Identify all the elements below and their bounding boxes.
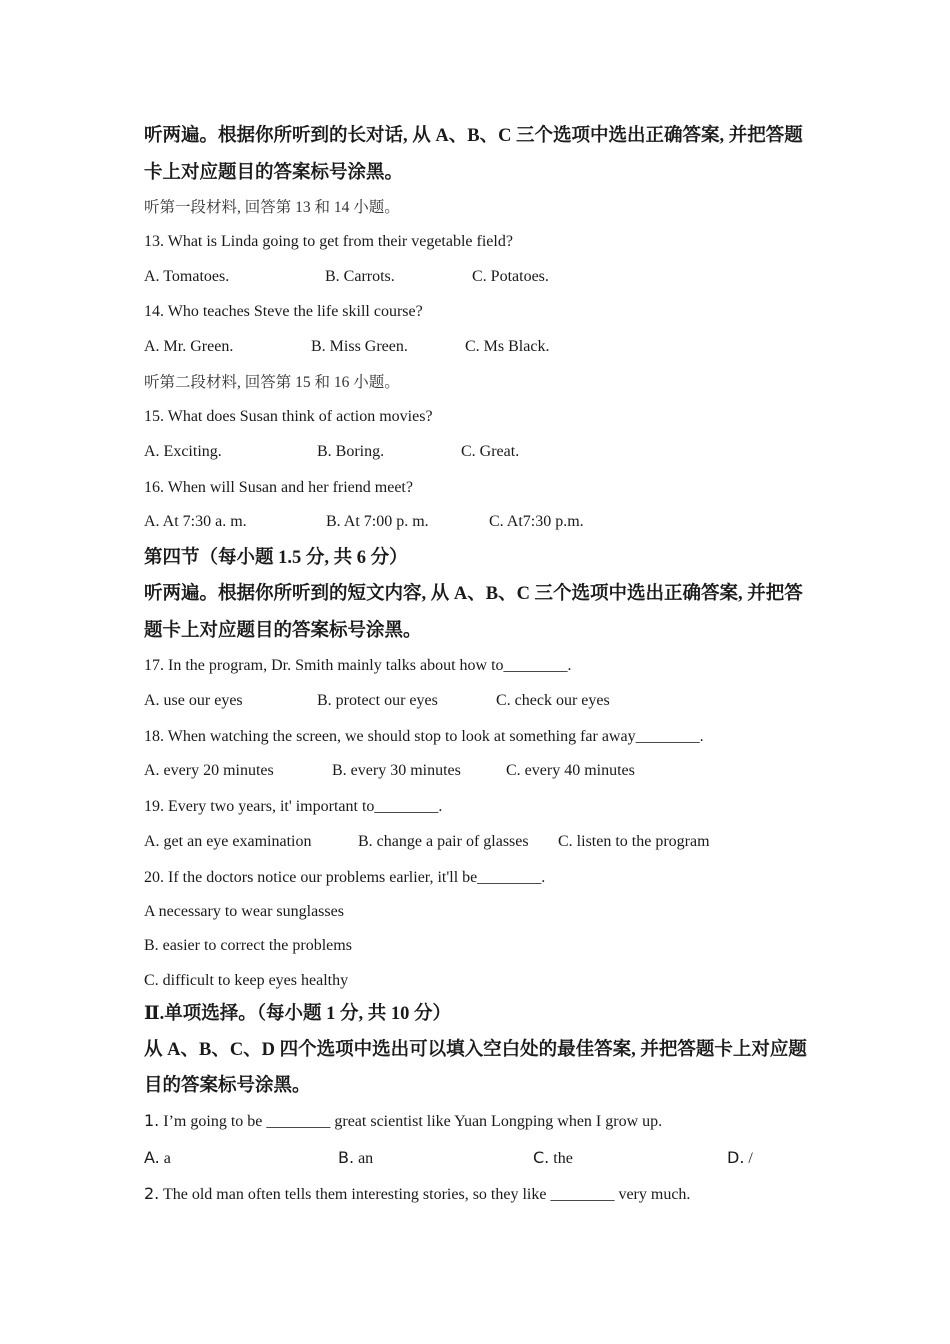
part2-title: Ⅱ.单项选择。（每小题 1 分, 共 10 分） bbox=[144, 1004, 451, 1024]
option-13-c: C. Potatoes. bbox=[472, 268, 549, 285]
option-13-a: A. Tomatoes. bbox=[144, 268, 230, 285]
material-2-heading: 听第二段材料, 回答第 15 和 16 小题。 bbox=[144, 374, 400, 391]
option-letter: C. bbox=[533, 1148, 550, 1167]
option-18-c: C. every 40 minutes bbox=[506, 762, 635, 779]
option-13-b: B. Carrots. bbox=[325, 268, 395, 285]
option-20-b: B. easier to correct the problems bbox=[144, 937, 352, 954]
question-18: 18. When watching the screen, we should stop to look at something far away________. bbox=[144, 728, 704, 745]
question-number: 2. bbox=[144, 1184, 160, 1203]
section4-instruction-line2: 题卡上对应题目的答案标号涂黑。 bbox=[144, 621, 422, 641]
option-17-a: A. use our eyes bbox=[144, 692, 243, 709]
p2-option-1-b bbox=[338, 1148, 373, 1169]
option-letter: A. bbox=[144, 1148, 160, 1167]
option-text: an bbox=[354, 1150, 374, 1167]
section4-title: 第四节（每小题 1.5 分, 共 6 分） bbox=[144, 548, 408, 568]
question-13: 13. What is Linda going to get from their vegetable field? bbox=[144, 233, 513, 250]
question-16: 16. When will Susan and her friend meet? bbox=[144, 479, 413, 496]
option-letter: D. bbox=[727, 1148, 745, 1167]
question-15: 15. What does Susan think of action movies? bbox=[144, 408, 433, 425]
part2-instruction-line2: 目的答案标号涂黑。 bbox=[144, 1076, 311, 1096]
question-14: 14. Who teaches Steve the life skill course? bbox=[144, 303, 423, 320]
section3-instruction-line2: 卡上对应题目的答案标号涂黑。 bbox=[144, 163, 404, 183]
question-number: 1. bbox=[144, 1111, 160, 1130]
option-19-a: A. get an eye examination bbox=[144, 833, 312, 850]
option-text: a bbox=[159, 1150, 171, 1167]
section3-instruction-line1: 听两遍。根据你所听到的长对话, 从 A、B、C 三个选项中选出正确答案, 并把答题 bbox=[144, 126, 803, 146]
p2-option-1-c bbox=[533, 1148, 573, 1169]
option-14-a: A. Mr. Green. bbox=[144, 338, 234, 355]
option-14-c: C. Ms Black. bbox=[465, 338, 550, 355]
option-16-c: C. At7:30 p.m. bbox=[489, 513, 584, 530]
section4-instruction-line1: 听两遍。根据你所听到的短文内容, 从 A、B、C 三个选项中选出正确答案, 并把答 bbox=[144, 584, 803, 604]
question-19: 19. Every two years, it' important to________. bbox=[144, 798, 443, 815]
option-19-c: C. listen to the program bbox=[558, 833, 710, 850]
option-15-b: B. Boring. bbox=[317, 443, 385, 460]
option-15-c: C. Great. bbox=[461, 443, 520, 460]
question-20: 20. If the doctors notice our problems earlier, it'll be________. bbox=[144, 869, 546, 886]
option-17-b: B. protect our eyes bbox=[317, 692, 438, 709]
question-text: I’m going to be ________ great scientist like Yuan Longping when I grow up. bbox=[159, 1113, 663, 1130]
question-text: The old man often tells them interesting stories, so they like ________ very much. bbox=[159, 1186, 691, 1203]
part2-question-1 bbox=[144, 1111, 662, 1132]
option-text: the bbox=[549, 1150, 573, 1167]
material-1-heading: 听第一段材料, 回答第 13 和 14 小题。 bbox=[144, 199, 400, 216]
option-15-a: A. Exciting. bbox=[144, 443, 222, 460]
part2-instruction-line1: 从 A、B、C、D 四个选项中选出可以填入空白处的最佳答案, 并把答题卡上对应题 bbox=[144, 1040, 807, 1060]
option-letter: B. bbox=[338, 1148, 355, 1167]
option-14-b: B. Miss Green. bbox=[311, 338, 408, 355]
option-19-b: B. change a pair of glasses bbox=[358, 833, 529, 850]
question-17: 17. In the program, Dr. Smith mainly talks about how to________. bbox=[144, 657, 572, 674]
option-20-c: C. difficult to keep eyes healthy bbox=[144, 972, 349, 989]
option-16-b: B. At 7:00 p. m. bbox=[326, 513, 429, 530]
p2-option-1-a bbox=[144, 1148, 171, 1169]
option-17-c: C. check our eyes bbox=[496, 692, 610, 709]
option-20-a: A necessary to wear sunglasses bbox=[144, 903, 344, 920]
option-text: / bbox=[744, 1150, 753, 1167]
option-18-b: B. every 30 minutes bbox=[332, 762, 461, 779]
part2-question-2 bbox=[144, 1184, 690, 1205]
p2-option-1-d bbox=[727, 1148, 753, 1169]
option-16-a: A. At 7:30 a. m. bbox=[144, 513, 247, 530]
option-18-a: A. every 20 minutes bbox=[144, 762, 274, 779]
